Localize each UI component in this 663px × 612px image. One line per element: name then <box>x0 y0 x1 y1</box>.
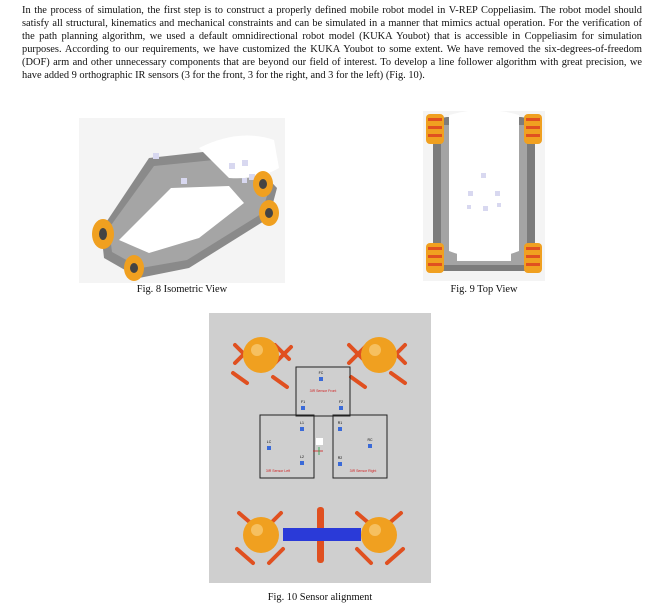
figure-10-caption: Fig. 10 Sensor alignment <box>267 592 373 603</box>
figure-8-caption: Fig. 8 Isometric View <box>136 284 228 295</box>
sensor-label-f1: F1 <box>300 400 306 404</box>
isometric-robot-image <box>79 118 285 283</box>
center-marker <box>316 438 323 445</box>
sensor-lc <box>267 446 271 450</box>
top-view-robot-image <box>423 111 545 281</box>
group-label-front: 3IR Sensor Front <box>309 389 337 393</box>
sensor-f2 <box>339 406 343 410</box>
figure-sensor-alignment <box>209 313 431 583</box>
sensor-label-r2: R2 <box>337 456 343 460</box>
sensor-l2 <box>300 461 304 465</box>
figure-9-caption: Fig. 9 Top View <box>450 284 518 295</box>
sensor-fc <box>319 377 323 381</box>
group-label-left: 3IR Sensor Left <box>265 469 291 473</box>
sensor-label-f2: F2 <box>338 400 344 404</box>
sensor-l1 <box>300 427 304 431</box>
figure-top-view <box>423 111 545 281</box>
sensor-label-l1: L1 <box>300 421 304 425</box>
sensor-rc <box>368 444 372 448</box>
sensor-label-lc: LC <box>266 440 272 444</box>
sensor-label-rc: RC <box>367 438 373 442</box>
sensor-label-fc: FC <box>318 371 324 375</box>
sensor-label-l2: L2 <box>300 455 304 459</box>
figure-isometric-view <box>79 118 285 283</box>
sensor-f1 <box>301 406 305 410</box>
sensor-r2 <box>338 462 342 466</box>
sensor-r1 <box>338 427 342 431</box>
sensor-alignment-diagram <box>209 313 431 583</box>
group-label-right: 3IR Sensor Right <box>349 469 377 473</box>
sensor-label-r1: R1 <box>337 421 343 425</box>
body-paragraph: In the process of simulation, the first step is to construct a properly defined mobile robot model in V-REP Coppeliasim. The robot model should satisfy all structural, kinematics and mechanical constraints and can be simulated in a manner that mimics actual operation. For the verification of the path planning algorithm, we used a default omnidirectional robot model (KUKA Youbot) that is accessible in Coppeliasim for simulation purposes. According to our requirements, we have customized the KUKA Youbot to some extent. We have removed the six-degrees-of-freedom (DOF) arm and other unnecessary components that are beyond our field of interest. To develop a line follower algorithm with great precision, we have added 9 orthographic IR sensors (3 for the front, 3 for the right, and 3 for the left) (Fig. 10). <box>22 5 642 82</box>
